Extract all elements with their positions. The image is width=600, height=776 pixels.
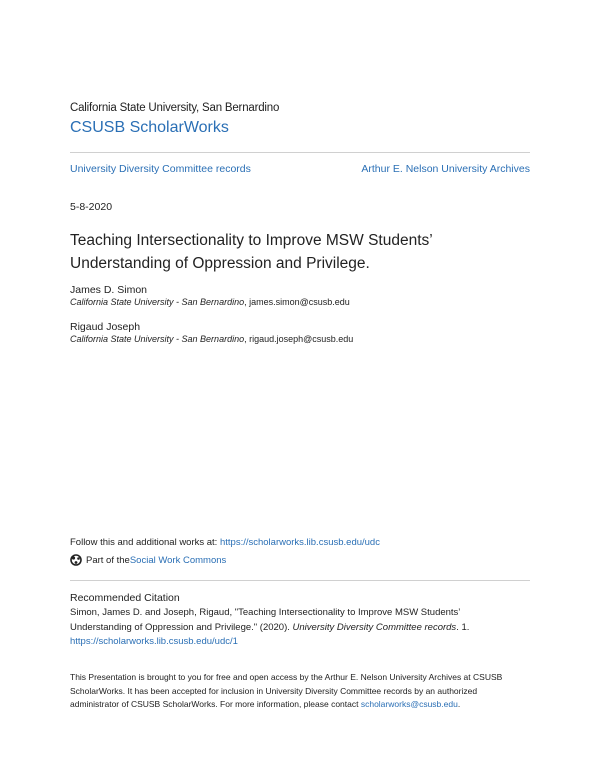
notice-line-3 xyxy=(70,698,532,712)
archive-link[interactable]: Arthur E. Nelson University Archives xyxy=(361,163,530,175)
notice-end: . xyxy=(457,699,461,709)
citation-line-1: Simon, James D. and Joseph, Rigaud, "Teaching Intersectionality to Improve MSW Students’ xyxy=(70,607,461,618)
repository-link[interactable]: CSUSB ScholarWorks xyxy=(70,119,229,136)
notice-line-2: ScholarWorks. It has been accepted for inclusion in University Diversity Committee records by an authorized xyxy=(70,685,478,696)
author-name: James D. Simon xyxy=(70,284,148,296)
citation-body xyxy=(70,606,540,650)
author-name: Rigaud Joseph xyxy=(70,321,141,333)
citation-collection: University Diversity Committee records xyxy=(292,621,457,633)
contact-email-link[interactable]: scholarworks@csusb.edu xyxy=(360,699,458,709)
citation-heading: Recommended Citation xyxy=(70,592,180,604)
network-commons-icon xyxy=(70,554,82,566)
access-notice xyxy=(70,671,532,712)
follow-url-link[interactable]: https://scholarworks.lib.csusb.edu/udc xyxy=(219,537,380,548)
affiliation-text: California State University - San Bernardino xyxy=(70,334,245,344)
title-line-2: Understanding of Oppression and Privilege. xyxy=(70,255,370,272)
top-divider xyxy=(70,152,530,153)
citation-number: . 1. xyxy=(456,621,470,633)
collection-link[interactable]: University Diversity Committee records xyxy=(70,163,251,175)
notice-text: administrator of CSUSB ScholarWorks. For more information, please contact xyxy=(70,699,361,709)
citation-url-link[interactable]: https://scholarworks.lib.csusb.edu/udc/1 xyxy=(70,636,238,647)
citation-text: Understanding of Oppression and Privilege." (2020). xyxy=(70,621,293,633)
affiliation-text: California State University - San Bernardino xyxy=(70,297,245,307)
document-title xyxy=(70,229,510,275)
follow-prefix: Follow this and additional works at: xyxy=(70,537,220,548)
notice-line-1: This Presentation is brought to you for free and open access by the Arthur E. Nelson University Archives at CSUSB xyxy=(70,672,503,682)
citation-line-3 xyxy=(70,635,540,650)
title-line-1: Teaching Intersectionality to Improve MSW Students’ xyxy=(70,232,433,249)
author-email: , james.simon@csusb.edu xyxy=(244,297,350,307)
partof-line xyxy=(70,554,226,566)
author-affiliation xyxy=(70,334,353,344)
citation-divider xyxy=(70,580,530,581)
partof-prefix: Part of the xyxy=(86,554,130,566)
follow-line xyxy=(70,537,380,548)
author-email: , rigaud.joseph@csusb.edu xyxy=(244,334,354,344)
social-work-commons-link[interactable]: Social Work Commons xyxy=(129,554,227,566)
author-affiliation xyxy=(70,297,350,307)
publication-date: 5-8-2020 xyxy=(70,201,113,213)
citation-line-2 xyxy=(70,621,540,636)
institution-name: California State University, San Bernardino xyxy=(70,102,280,114)
